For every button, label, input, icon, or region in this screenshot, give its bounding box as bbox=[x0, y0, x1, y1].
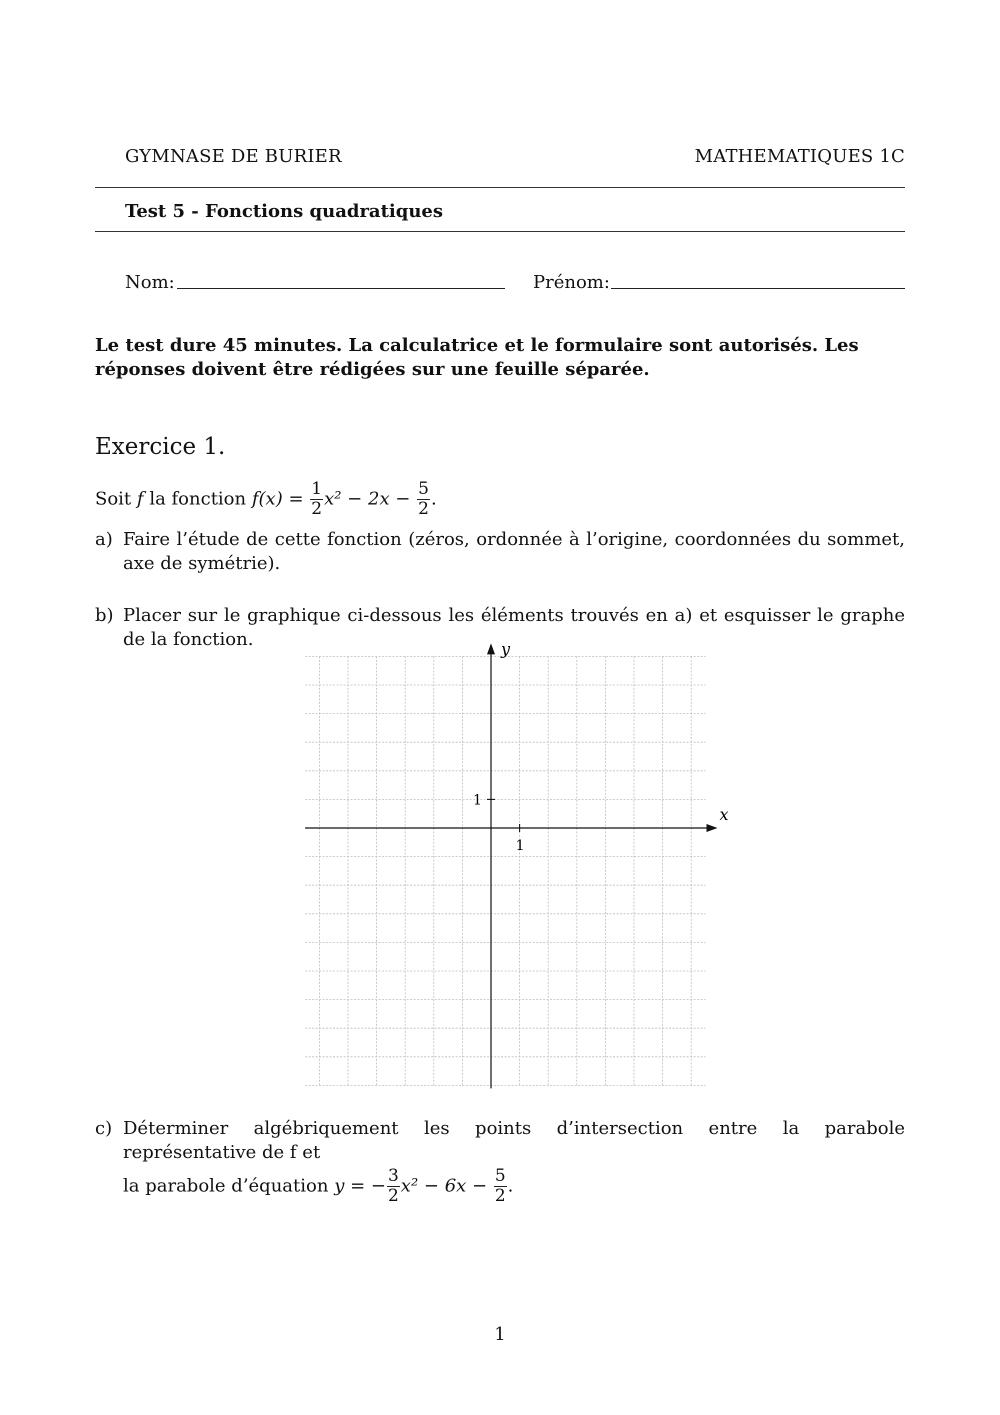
item-a-label: a) bbox=[95, 529, 113, 550]
intro-var: f bbox=[136, 488, 144, 510]
x-tick-label: 1 bbox=[515, 838, 525, 854]
item-c-line2-prefix: la parabole d’équation bbox=[123, 1175, 329, 1197]
eq-fraction-2 bbox=[494, 1167, 507, 1206]
header-rule-bottom bbox=[95, 231, 905, 232]
intro-period: . bbox=[430, 488, 437, 510]
coordinate-grid[interactable] bbox=[300, 639, 729, 1087]
intro-prefix: Soit bbox=[95, 488, 132, 510]
grid-lines bbox=[305, 656, 705, 1085]
axes bbox=[305, 643, 717, 1088]
item-a bbox=[95, 528, 905, 576]
item-c-line1: Déterminer algébriquement les points d’intersection entre la parabole représentative de f et bbox=[123, 1118, 905, 1163]
header-rule-top bbox=[95, 187, 905, 188]
instructions: Le test dure 45 minutes. La calculatrice et le formulaire sont autorisés. Les réponses doivent être rédigées sur une feuille séparée. bbox=[95, 335, 859, 380]
item-b-text: Placer sur le graphique ci-dessous les éléments trouvés en a) et esquisser le graphe de la fonction. bbox=[123, 605, 905, 650]
frac-num: 1 bbox=[311, 479, 323, 499]
frac-num: 5 bbox=[418, 479, 429, 499]
school-name: GYMNASE DE BURIER bbox=[125, 146, 342, 167]
intro-fraction-2 bbox=[417, 480, 430, 519]
page-number: 1 bbox=[494, 1324, 506, 1345]
course-name: MATHEMATIQUES 1C bbox=[694, 146, 905, 167]
test-title: Test 5 - Fonctions quadratiques bbox=[125, 201, 443, 222]
frac-num: 5 bbox=[494, 1166, 506, 1186]
exercise-heading: Exercice 1. bbox=[95, 434, 226, 460]
intro-fx: f(x) = bbox=[251, 488, 304, 510]
eq-period: . bbox=[507, 1175, 514, 1197]
frac-den: 2 bbox=[418, 499, 429, 519]
frac-den: 2 bbox=[311, 499, 323, 519]
frac-den: 2 bbox=[494, 1186, 506, 1206]
eq-lhs: y = − bbox=[334, 1175, 386, 1197]
y-axis-label: y bbox=[501, 639, 511, 659]
x-axis-label: x bbox=[719, 805, 729, 824]
frac-num: 3 bbox=[387, 1166, 399, 1186]
item-c-label: c) bbox=[95, 1118, 113, 1139]
intro-mid: la fonction bbox=[149, 488, 247, 510]
nom-label: Nom: bbox=[125, 272, 175, 293]
frac-den: 2 bbox=[387, 1186, 399, 1206]
item-c-line2 bbox=[123, 1167, 905, 1206]
item-c bbox=[95, 1117, 905, 1206]
prenom-label: Prénom: bbox=[533, 272, 610, 293]
intro-rest: x² − 2x − bbox=[324, 488, 411, 510]
prenom-field[interactable] bbox=[611, 288, 905, 289]
item-b bbox=[95, 604, 905, 652]
nom-field[interactable] bbox=[177, 288, 505, 289]
eq-mid: x² − 6x − bbox=[400, 1175, 488, 1197]
exercise-intro bbox=[95, 480, 437, 519]
item-b-label: b) bbox=[95, 605, 114, 626]
x-axis-arrow bbox=[707, 824, 718, 832]
item-a-text: Faire l’étude de cette fonction (zéros, ordonnée à l’origine, coordonnées du sommet, axe de symétrie). bbox=[123, 529, 905, 574]
y-tick-label: 1 bbox=[473, 792, 482, 809]
intro-fraction-1 bbox=[310, 480, 323, 519]
eq-fraction-1 bbox=[387, 1167, 400, 1206]
